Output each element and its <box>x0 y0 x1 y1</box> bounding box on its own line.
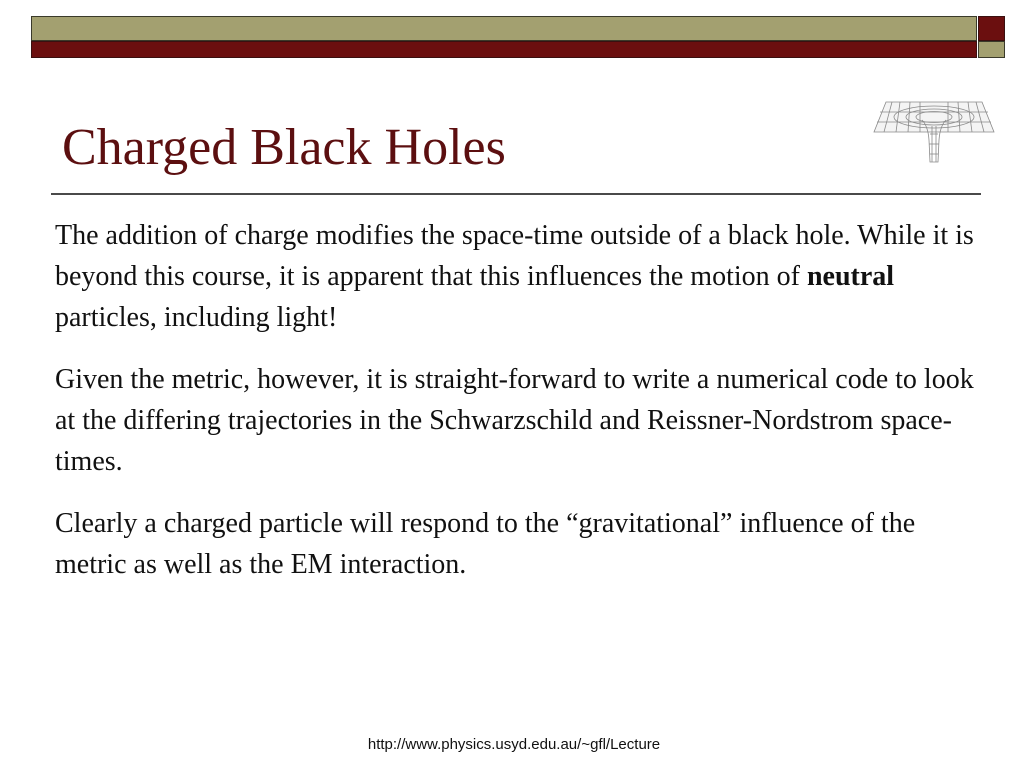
header-maroon-square <box>978 16 1005 41</box>
header-olive-stripe <box>31 16 977 41</box>
paragraph-charged-particle: Clearly a charged particle will respond to the “gravitational” influence of the metric as well as the EM interaction. <box>55 508 916 580</box>
title-divider <box>51 193 981 195</box>
slide-body <box>55 215 980 606</box>
header-olive-square <box>978 41 1005 58</box>
slide-title: Charged Black Holes <box>62 119 506 176</box>
header-decoration-bar <box>31 16 1005 60</box>
emphasis-neutral: neutral <box>806 261 895 292</box>
paragraph-charge-effects-text-end: particles, including light! <box>55 302 338 333</box>
footer-url: http://www.physics.usyd.edu.au/~gfl/Lecture <box>367 736 661 753</box>
header-maroon-stripe <box>31 41 977 58</box>
gravity-well-icon <box>872 96 996 168</box>
paragraph-charge-effects <box>55 215 980 338</box>
paragraph-numerical-code: Given the metric, however, it is straight-forward to write a numerical code to look at the differing trajectories in the Schwarzschild and Reissner-Nordstrom space-times. <box>55 364 974 477</box>
paragraph-charge-effects-text-start: The addition of charge modifies the space-time outside of a black hole. While it is beyond this course, it is apparent that this influences the motion of <box>55 220 974 292</box>
